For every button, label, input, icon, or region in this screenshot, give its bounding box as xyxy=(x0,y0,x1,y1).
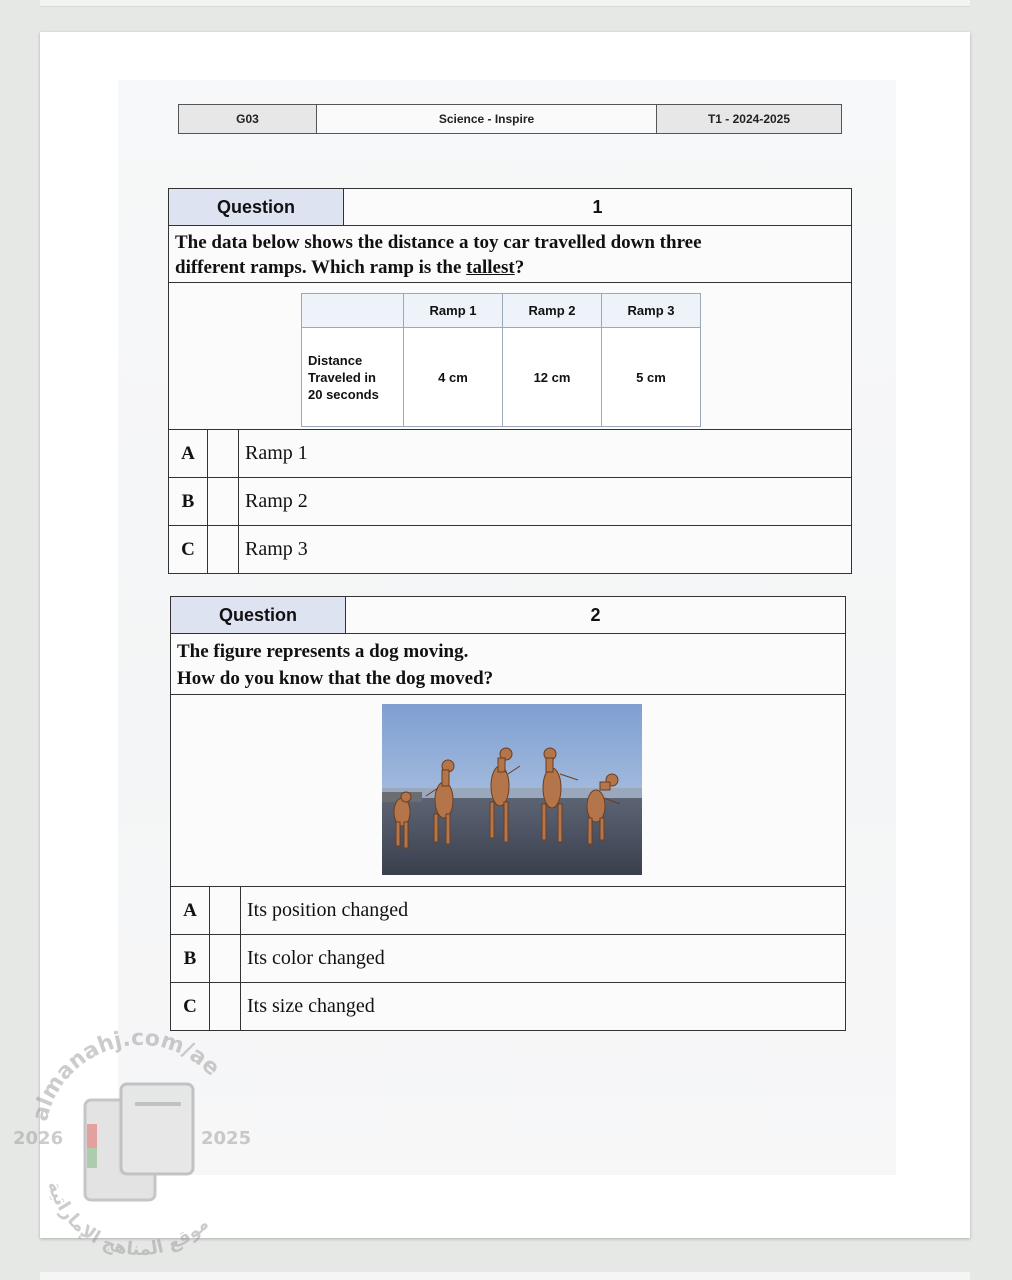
table-cell-ramp-1: 4 cm xyxy=(404,328,503,427)
term-cell: T1 - 2024-2025 xyxy=(657,105,841,133)
option-text: Ramp 2 xyxy=(245,490,308,512)
option-text: Ramp 1 xyxy=(245,442,308,464)
table-corner xyxy=(302,294,404,328)
option-letter: C xyxy=(169,526,208,573)
answer-box[interactable] xyxy=(208,526,239,573)
option-text: Its size changed xyxy=(247,995,375,1017)
question-2 xyxy=(170,596,846,1031)
next-page-edge xyxy=(40,1272,970,1280)
option-letter: B xyxy=(171,935,210,982)
question-label: Question xyxy=(169,189,344,225)
answer-box[interactable] xyxy=(208,478,239,525)
question-label: Question xyxy=(171,597,346,633)
answer-box[interactable] xyxy=(210,935,241,982)
table-cell-ramp-2: 12 cm xyxy=(503,328,602,427)
exam-header xyxy=(178,104,842,134)
question-number: 2 xyxy=(590,604,601,625)
table-header-ramp-2: Ramp 2 xyxy=(503,294,602,328)
table-row-label xyxy=(302,328,404,427)
question-2-header xyxy=(171,597,845,634)
svg-text:2026: 2026 xyxy=(13,1128,64,1149)
dog-sequence-image xyxy=(382,704,642,875)
question-number: 1 xyxy=(592,196,603,217)
question-2-figure xyxy=(171,695,845,887)
question-2-text xyxy=(171,634,845,695)
option-letter: A xyxy=(169,430,208,477)
svg-text:2025: 2025 xyxy=(201,1128,252,1149)
dog-motion-photo xyxy=(382,704,642,875)
row-label-text: Distance Traveled in 20 seconds xyxy=(308,352,379,402)
table-header-ramp-1: Ramp 1 xyxy=(404,294,503,328)
option-text: Its color changed xyxy=(247,947,385,969)
svg-text:almanahj.com/ae: almanahj.com/ae xyxy=(28,1025,225,1124)
question-line-1: The figure represents a dog moving. xyxy=(177,641,469,662)
answer-box[interactable] xyxy=(208,430,239,477)
question-text-end: ? xyxy=(514,257,525,278)
option-a[interactable] xyxy=(171,887,845,935)
option-a[interactable] xyxy=(169,430,851,478)
option-b[interactable] xyxy=(171,935,845,983)
option-letter: B xyxy=(169,478,208,525)
grade-cell: G03 xyxy=(179,105,317,133)
previous-page-edge xyxy=(40,0,970,7)
ramp-data-table xyxy=(301,293,701,427)
question-1-text xyxy=(169,226,851,283)
option-c[interactable] xyxy=(169,526,851,573)
question-1 xyxy=(168,188,852,574)
question-text-part: The data below shows the distance a toy car travelled down three different ramps. Which ramp is the xyxy=(175,232,702,278)
question-1-figure xyxy=(169,283,851,430)
table-cell-ramp-3: 5 cm xyxy=(602,328,701,427)
subject-cell: Science - Inspire xyxy=(317,105,657,133)
question-1-header xyxy=(169,189,851,226)
almanahj-watermark-logo xyxy=(5,1020,275,1270)
option-text: Ramp 3 xyxy=(245,538,308,560)
svg-text:موقع المناهج الإماراتية: موقع المناهج الإماراتية xyxy=(43,1178,213,1261)
option-letter: A xyxy=(171,887,210,934)
option-b[interactable] xyxy=(169,478,851,526)
table-header-ramp-3: Ramp 3 xyxy=(602,294,701,328)
question-line-2: How do you know that the dog moved? xyxy=(177,668,494,689)
option-text: Its position changed xyxy=(247,899,409,921)
option-letter: C xyxy=(171,983,210,1030)
question-text-underlined: tallest xyxy=(466,257,515,278)
answer-box[interactable] xyxy=(210,887,241,934)
